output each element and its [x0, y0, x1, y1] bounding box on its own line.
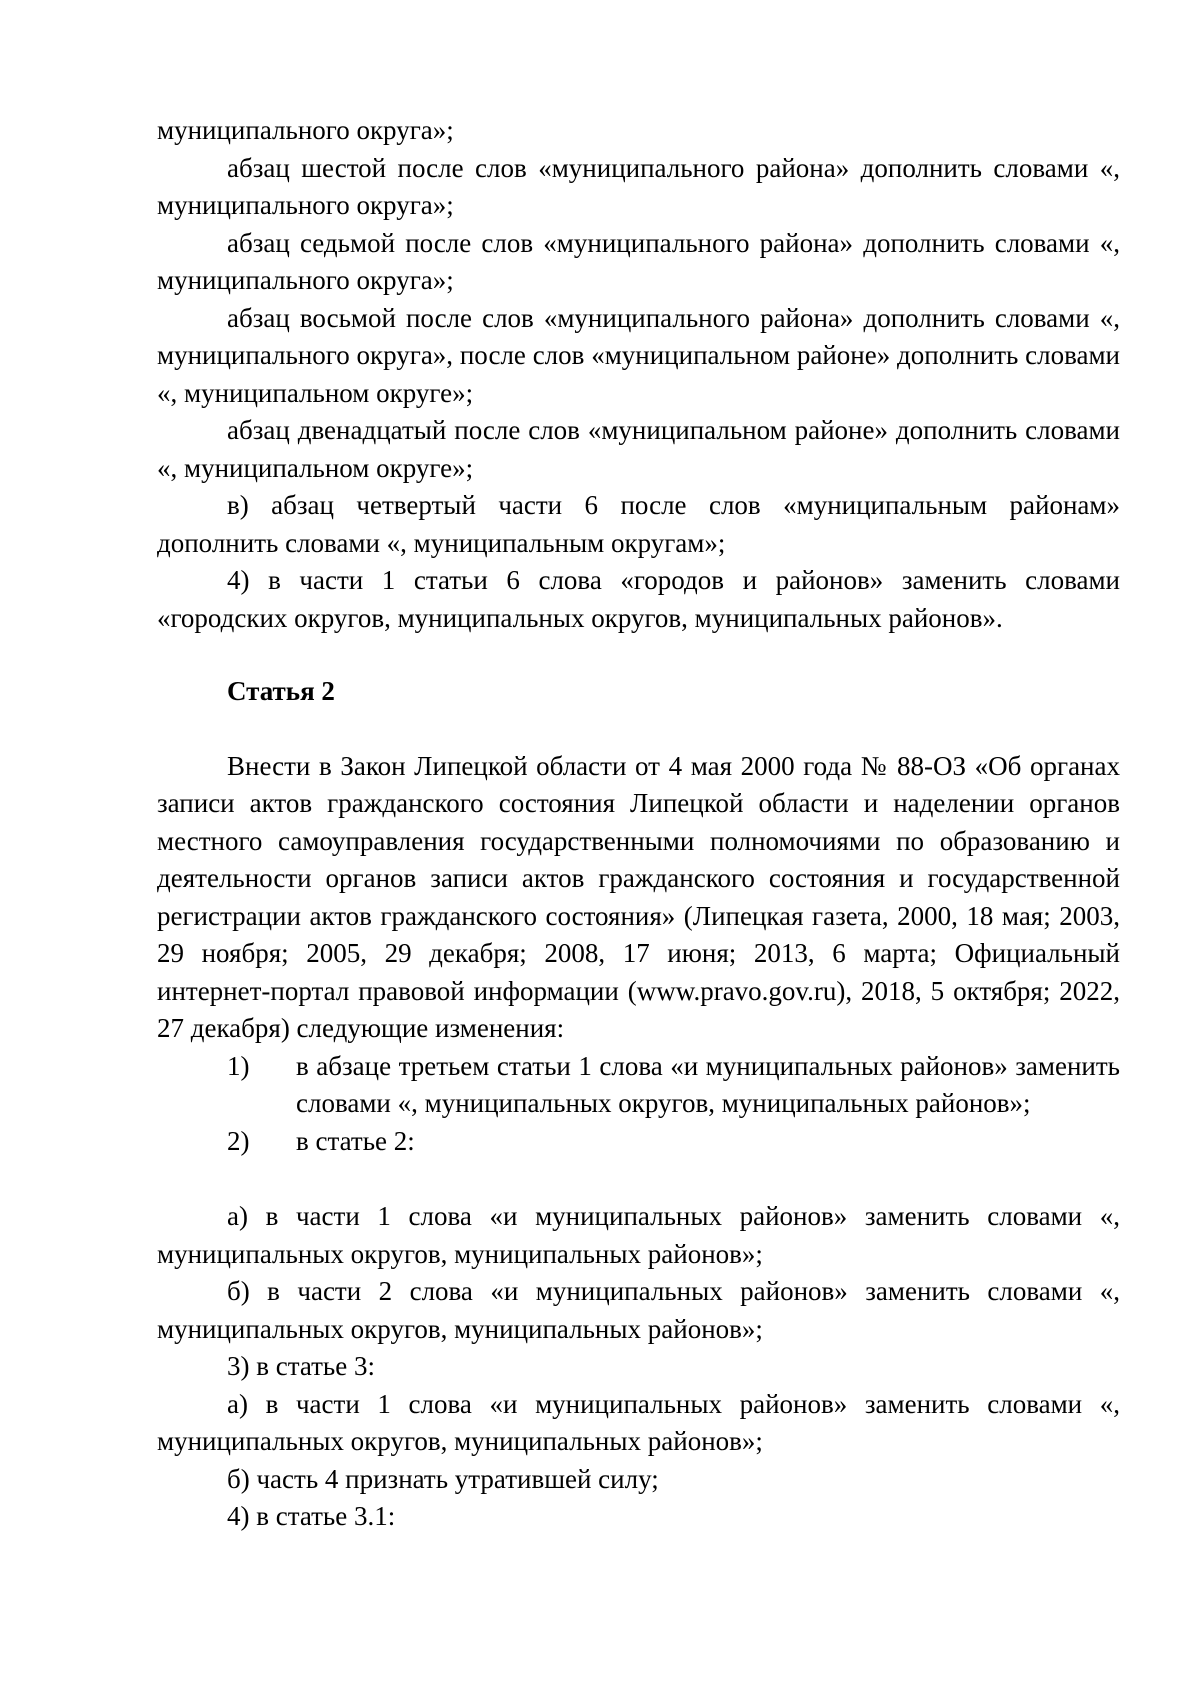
paragraph: б) в части 2 слова «и муниципальных районов» заменить словами «, муниципальных округов, муниципальных районов»;	[157, 1276, 1120, 1344]
paragraph: в) абзац четвертый части 6 после слов «муниципальным районам» дополнить словами «, муниципальным округам»;	[157, 490, 1120, 558]
paragraph: 4) в части 1 статьи 6 слова «городов и районов» заменить словами «городских округов, муниципальных округов, муниципальных районов».	[157, 565, 1120, 633]
paragraph: абзац восьмой после слов «муниципального района» дополнить словами «, муниципального округа», после слов «муниципальном районе» дополнить словами «, муниципальном округе»;	[157, 302, 1120, 408]
paragraph: муниципального округа»;	[157, 115, 454, 145]
list-item	[157, 1048, 1120, 1123]
article-intro: Внести в Закон Липецкой области от 4 мая 2000 года № 88-ОЗ «Об органах записи актов гражданского состояния Липецкой области и наделении органов местного самоуправления государственными полномочиями по образованию и деятельности органов записи актов гражданского состояния и государственной регистрации актов гражданского состояния» (Липецкая газета, 2000, 18 мая; 2003, 29 ноября; 2005, 29 декабря; 2008, 17 июня; 2013, 6 марта; Официальный интернет-портал правовой информации (www.pravo.gov.ru), 2018, 5 октября; 2022, 27 декабря) следующие изменения:	[157, 750, 1120, 1043]
article-heading: Статья 2	[227, 676, 335, 706]
paragraph: 4) в статье 3.1:	[227, 1501, 396, 1531]
list-item	[157, 1123, 1120, 1161]
paragraph: б) часть 4 признать утратившей силу;	[227, 1463, 659, 1494]
list-item-text: в абзаце третьем статьи 1 слова «и муниципальных районов» заменить словами «, муниципальных округов, муниципальных районов»;	[296, 1050, 1120, 1118]
document-page	[157, 112, 1120, 1536]
paragraph: абзац двенадцатый после слов «муниципальном районе» дополнить словами «, муниципальном округе»;	[157, 415, 1120, 483]
paragraph: а) в части 1 слова «и муниципальных районов» заменить словами «, муниципальных округов, муниципальных районов»;	[157, 1388, 1120, 1456]
paragraph: абзац седьмой после слов «муниципального района» дополнить словами «, муниципального округа»;	[157, 227, 1120, 295]
paragraph: абзац шестой после слов «муниципального района» дополнить словами «, муниципального округа»;	[157, 152, 1120, 220]
paragraph: 3) в статье 3:	[227, 1351, 375, 1381]
list-item-text: в статье 2:	[296, 1125, 415, 1156]
paragraph: а) в части 1 слова «и муниципальных районов» заменить словами «, муниципальных округов, муниципальных районов»;	[157, 1201, 1120, 1269]
list-item-number: 1)	[227, 1050, 250, 1081]
list-item-number: 2)	[227, 1125, 250, 1156]
